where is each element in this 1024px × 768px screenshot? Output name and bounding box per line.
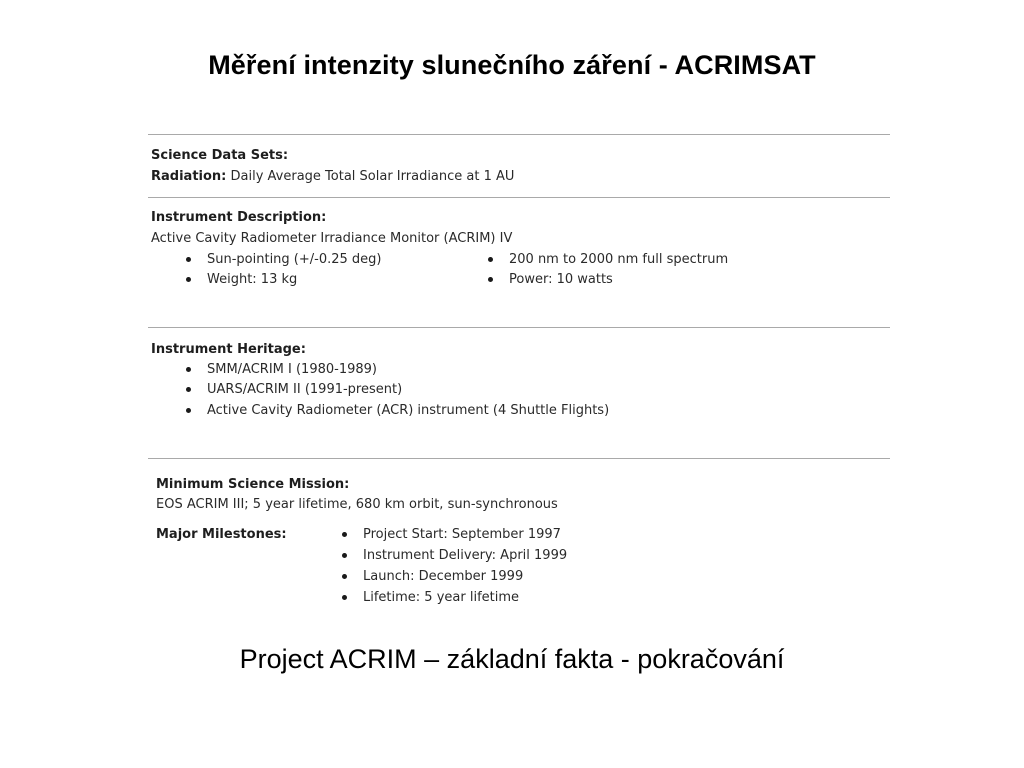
divider	[148, 197, 890, 198]
radiation-line	[151, 169, 514, 185]
list-item: 200 nm to 2000 nm full spectrum	[509, 252, 729, 267]
radiation-label: Radiation:	[151, 169, 227, 184]
list-item: Instrument Delivery: April 1999	[363, 548, 568, 563]
bullet-dot	[342, 553, 347, 558]
radiation-value: Daily Average Total Solar Irradiance at 1 AU	[230, 169, 515, 184]
list-item: Sun-pointing (+/-0.25 deg)	[207, 252, 382, 267]
bullet-dot	[342, 574, 347, 579]
list-item: SMM/ACRIM I (1980-1989)	[207, 362, 377, 377]
instrument-heritage-heading: Instrument Heritage:	[151, 342, 306, 357]
major-milestones-label: Major Milestones:	[156, 527, 287, 542]
bullet-dot	[488, 257, 493, 262]
divider	[148, 134, 890, 135]
list-item: UARS/ACRIM II (1991-present)	[207, 382, 403, 397]
list-item: Weight: 13 kg	[207, 272, 298, 287]
bullet-dot	[186, 387, 191, 392]
bullet-dot	[186, 277, 191, 282]
list-item: Launch: December 1999	[363, 569, 524, 584]
bullet-dot	[342, 532, 347, 537]
divider	[148, 458, 890, 459]
slide-caption: Project ACRIM – základní fakta - pokračování	[239, 644, 785, 674]
bullet-dot	[186, 367, 191, 372]
instrument-description-heading: Instrument Description:	[151, 210, 327, 225]
divider	[148, 327, 890, 328]
list-item: Project Start: September 1997	[363, 527, 561, 542]
bullet-dot	[342, 595, 347, 600]
minimum-science-mission-text: EOS ACRIM III; 5 year lifetime, 680 km orbit, sun-synchronous	[156, 497, 558, 512]
bullet-dot	[186, 257, 191, 262]
list-item: Lifetime: 5 year lifetime	[363, 590, 520, 605]
minimum-science-mission-heading: Minimum Science Mission:	[156, 477, 350, 492]
slide-title: Měření intenzity slunečního záření - ACRIMSAT	[208, 50, 816, 80]
instrument-name: Active Cavity Radiometer Irradiance Monitor (ACRIM) IV	[151, 231, 513, 246]
list-item: Active Cavity Radiometer (ACR) instrument (4 Shuttle Flights)	[207, 403, 610, 418]
bullet-dot	[186, 408, 191, 413]
bullet-dot	[488, 277, 493, 282]
science-data-sets-heading: Science Data Sets:	[151, 148, 289, 163]
list-item: Power: 10 watts	[509, 272, 613, 287]
